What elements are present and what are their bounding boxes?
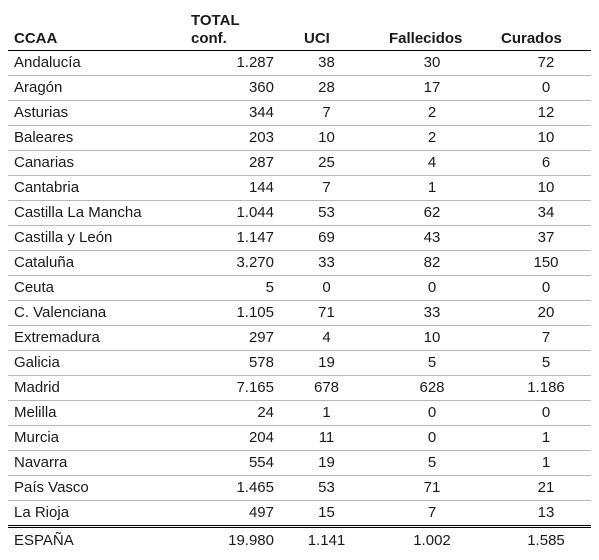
cell-fallecidos: 82 <box>389 251 501 276</box>
table-row <box>8 101 591 126</box>
cell-fallecidos: 1 <box>389 176 501 201</box>
cell-fallecidos: 33 <box>389 301 501 326</box>
table-row <box>8 301 591 326</box>
totals-row <box>8 527 591 554</box>
cell-ccaa: Melilla <box>8 401 191 426</box>
totals-fallecidos: 1.002 <box>413 532 451 549</box>
cell-curados: 12 <box>501 101 591 126</box>
cell-curados: 21 <box>501 476 591 501</box>
cell-curados: 10 <box>501 176 591 201</box>
table-row <box>8 201 591 226</box>
table-row <box>8 401 591 426</box>
cell-ccaa: Castilla La Mancha <box>8 201 191 226</box>
table-body <box>8 51 591 527</box>
cell-uci: 1 <box>304 401 389 426</box>
header-total-conf <box>191 4 304 51</box>
cell-total-conf: 554 <box>191 451 304 476</box>
cell-curados: 7 <box>501 326 591 351</box>
totals-name: ESPAÑA <box>14 532 74 549</box>
table-row <box>8 126 591 151</box>
cell-curados: 150 <box>501 251 591 276</box>
cell-fallecidos: 10 <box>389 326 501 351</box>
header-uci: UCI <box>304 4 389 51</box>
cell-total-conf: 5 <box>191 276 304 301</box>
table-row <box>8 351 591 376</box>
cell-fallecidos: 0 <box>389 276 501 301</box>
cell-total-conf: 1.465 <box>191 476 304 501</box>
table-row <box>8 226 591 251</box>
cell-fallecidos: 43 <box>389 226 501 251</box>
cell-curados: 34 <box>501 201 591 226</box>
ccaa-cases-table <box>8 4 591 553</box>
cell-ccaa: Andalucía <box>8 51 191 76</box>
header-total-line1: TOTAL <box>191 12 240 29</box>
totals-curados: 1.585 <box>527 532 565 549</box>
cell-fallecidos: 4 <box>389 151 501 176</box>
table-row <box>8 251 591 276</box>
cell-total-conf: 24 <box>191 401 304 426</box>
cell-uci: 4 <box>304 326 389 351</box>
cell-uci: 0 <box>304 276 389 301</box>
cell-fallecidos: 5 <box>389 351 501 376</box>
cell-uci: 38 <box>304 51 389 76</box>
cell-curados: 1 <box>501 426 591 451</box>
cell-total-conf: 1.105 <box>191 301 304 326</box>
table-footer <box>8 527 591 554</box>
cell-curados: 5 <box>501 351 591 376</box>
table-header <box>8 4 591 51</box>
cell-curados: 20 <box>501 301 591 326</box>
cell-fallecidos: 2 <box>389 126 501 151</box>
cell-curados: 0 <box>501 401 591 426</box>
cell-curados: 13 <box>501 501 591 527</box>
cell-uci: 10 <box>304 126 389 151</box>
cell-fallecidos: 5 <box>389 451 501 476</box>
cell-uci: 25 <box>304 151 389 176</box>
cell-fallecidos: 2 <box>389 101 501 126</box>
table-row <box>8 426 591 451</box>
cell-total-conf: 578 <box>191 351 304 376</box>
cell-fallecidos: 30 <box>389 51 501 76</box>
cell-total-conf: 344 <box>191 101 304 126</box>
cell-ccaa: País Vasco <box>8 476 191 501</box>
cell-fallecidos: 0 <box>389 426 501 451</box>
cell-uci: 7 <box>304 176 389 201</box>
cell-uci: 53 <box>304 201 389 226</box>
cell-ccaa: Murcia <box>8 426 191 451</box>
cell-curados: 0 <box>501 76 591 101</box>
cell-ccaa: Navarra <box>8 451 191 476</box>
cell-uci: 28 <box>304 76 389 101</box>
table-row <box>8 476 591 501</box>
cell-fallecidos: 17 <box>389 76 501 101</box>
cell-ccaa: Aragón <box>8 76 191 101</box>
cell-ccaa: Canarias <box>8 151 191 176</box>
cell-fallecidos: 0 <box>389 401 501 426</box>
cell-curados: 6 <box>501 151 591 176</box>
table-row <box>8 76 591 101</box>
cell-ccaa: Baleares <box>8 126 191 151</box>
cell-total-conf: 1.147 <box>191 226 304 251</box>
cell-uci: 678 <box>304 376 389 401</box>
table-row <box>8 276 591 301</box>
cell-total-conf: 497 <box>191 501 304 527</box>
cell-fallecidos: 71 <box>389 476 501 501</box>
cell-total-conf: 287 <box>191 151 304 176</box>
cell-total-conf: 3.270 <box>191 251 304 276</box>
cell-uci: 19 <box>304 351 389 376</box>
header-row <box>8 4 591 51</box>
table-row <box>8 151 591 176</box>
cell-total-conf: 203 <box>191 126 304 151</box>
totals-total-conf: 19.980 <box>228 532 274 549</box>
cell-ccaa: Castilla y León <box>8 226 191 251</box>
cell-total-conf: 204 <box>191 426 304 451</box>
table-row <box>8 51 591 76</box>
cell-fallecidos: 7 <box>389 501 501 527</box>
cell-uci: 33 <box>304 251 389 276</box>
cell-fallecidos: 62 <box>389 201 501 226</box>
cell-total-conf: 1.044 <box>191 201 304 226</box>
cell-uci: 11 <box>304 426 389 451</box>
cell-total-conf: 7.165 <box>191 376 304 401</box>
cell-uci: 69 <box>304 226 389 251</box>
table-row <box>8 376 591 401</box>
cell-ccaa: Extremadura <box>8 326 191 351</box>
table-row <box>8 176 591 201</box>
table-row <box>8 451 591 476</box>
cell-curados: 72 <box>501 51 591 76</box>
cell-uci: 19 <box>304 451 389 476</box>
cell-total-conf: 297 <box>191 326 304 351</box>
cell-ccaa: Cataluña <box>8 251 191 276</box>
cell-total-conf: 1.287 <box>191 51 304 76</box>
header-total-line2: conf. <box>191 30 227 47</box>
cell-uci: 53 <box>304 476 389 501</box>
cell-curados: 1 <box>501 451 591 476</box>
header-fallecidos: Fallecidos <box>389 4 501 51</box>
cell-total-conf: 360 <box>191 76 304 101</box>
cell-uci: 15 <box>304 501 389 527</box>
cell-total-conf: 144 <box>191 176 304 201</box>
cell-ccaa: C. Valenciana <box>8 301 191 326</box>
cell-uci: 71 <box>304 301 389 326</box>
totals-uci: 1.141 <box>307 532 346 549</box>
cell-curados: 1.186 <box>501 376 591 401</box>
cell-ccaa: Galicia <box>8 351 191 376</box>
cell-curados: 37 <box>501 226 591 251</box>
table-row <box>8 326 591 351</box>
cell-ccaa: Ceuta <box>8 276 191 301</box>
cell-uci: 7 <box>304 101 389 126</box>
cell-fallecidos: 628 <box>389 376 501 401</box>
cell-ccaa: Madrid <box>8 376 191 401</box>
cell-curados: 0 <box>501 276 591 301</box>
cell-ccaa: Asturias <box>8 101 191 126</box>
header-curados: Curados <box>501 4 591 51</box>
table-row <box>8 501 591 527</box>
cell-ccaa: La Rioja <box>8 501 191 527</box>
cell-ccaa: Cantabria <box>8 176 191 201</box>
header-ccaa: CCAA <box>8 4 191 51</box>
cell-curados: 10 <box>501 126 591 151</box>
